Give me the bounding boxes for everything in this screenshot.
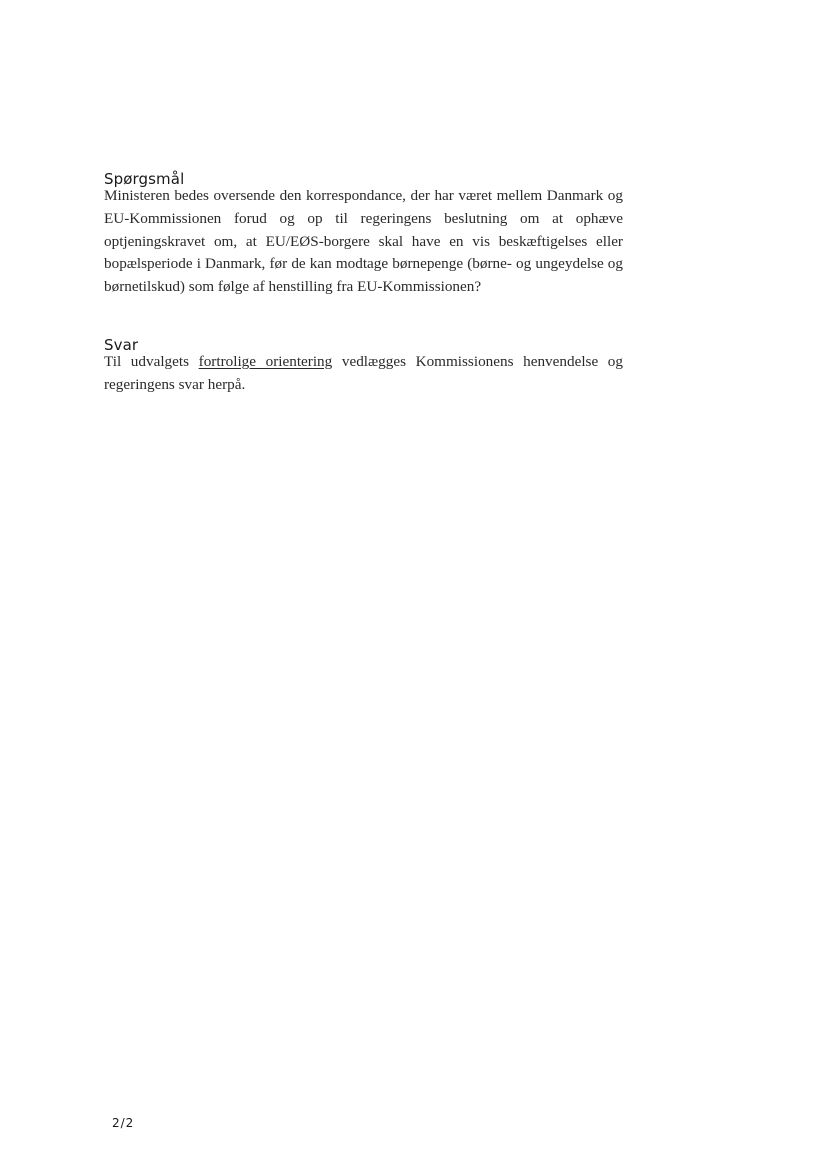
answer-text bbox=[104, 351, 623, 397]
answer-text-before: Til udvalgets bbox=[104, 353, 199, 370]
question-text: Ministeren bedes oversende den korrespondance, der har været mellem Danmark og EU-Kommissionen forud og op til regeringens beslutning om at ophæve optjeningskravet om, at EU/EØS-borgere skal have en vis beskæftigelses eller bopælsperiode i Danmark, før de kan modtage børnepenge (børne- og ungeydelse og børnetilskud) som følge af henstilling fra EU-Kommissionen? bbox=[104, 187, 623, 296]
confidential-briefing-reference: fortrolige orientering bbox=[198, 353, 333, 370]
answer-heading: Svar bbox=[104, 336, 139, 354]
answer-text-after: vedlægges Kommissionens henvendelse og regeringens svar herpå. bbox=[104, 353, 623, 393]
question-heading: Spørgsmål bbox=[104, 170, 185, 188]
page-number: 2/2 bbox=[112, 1116, 135, 1130]
